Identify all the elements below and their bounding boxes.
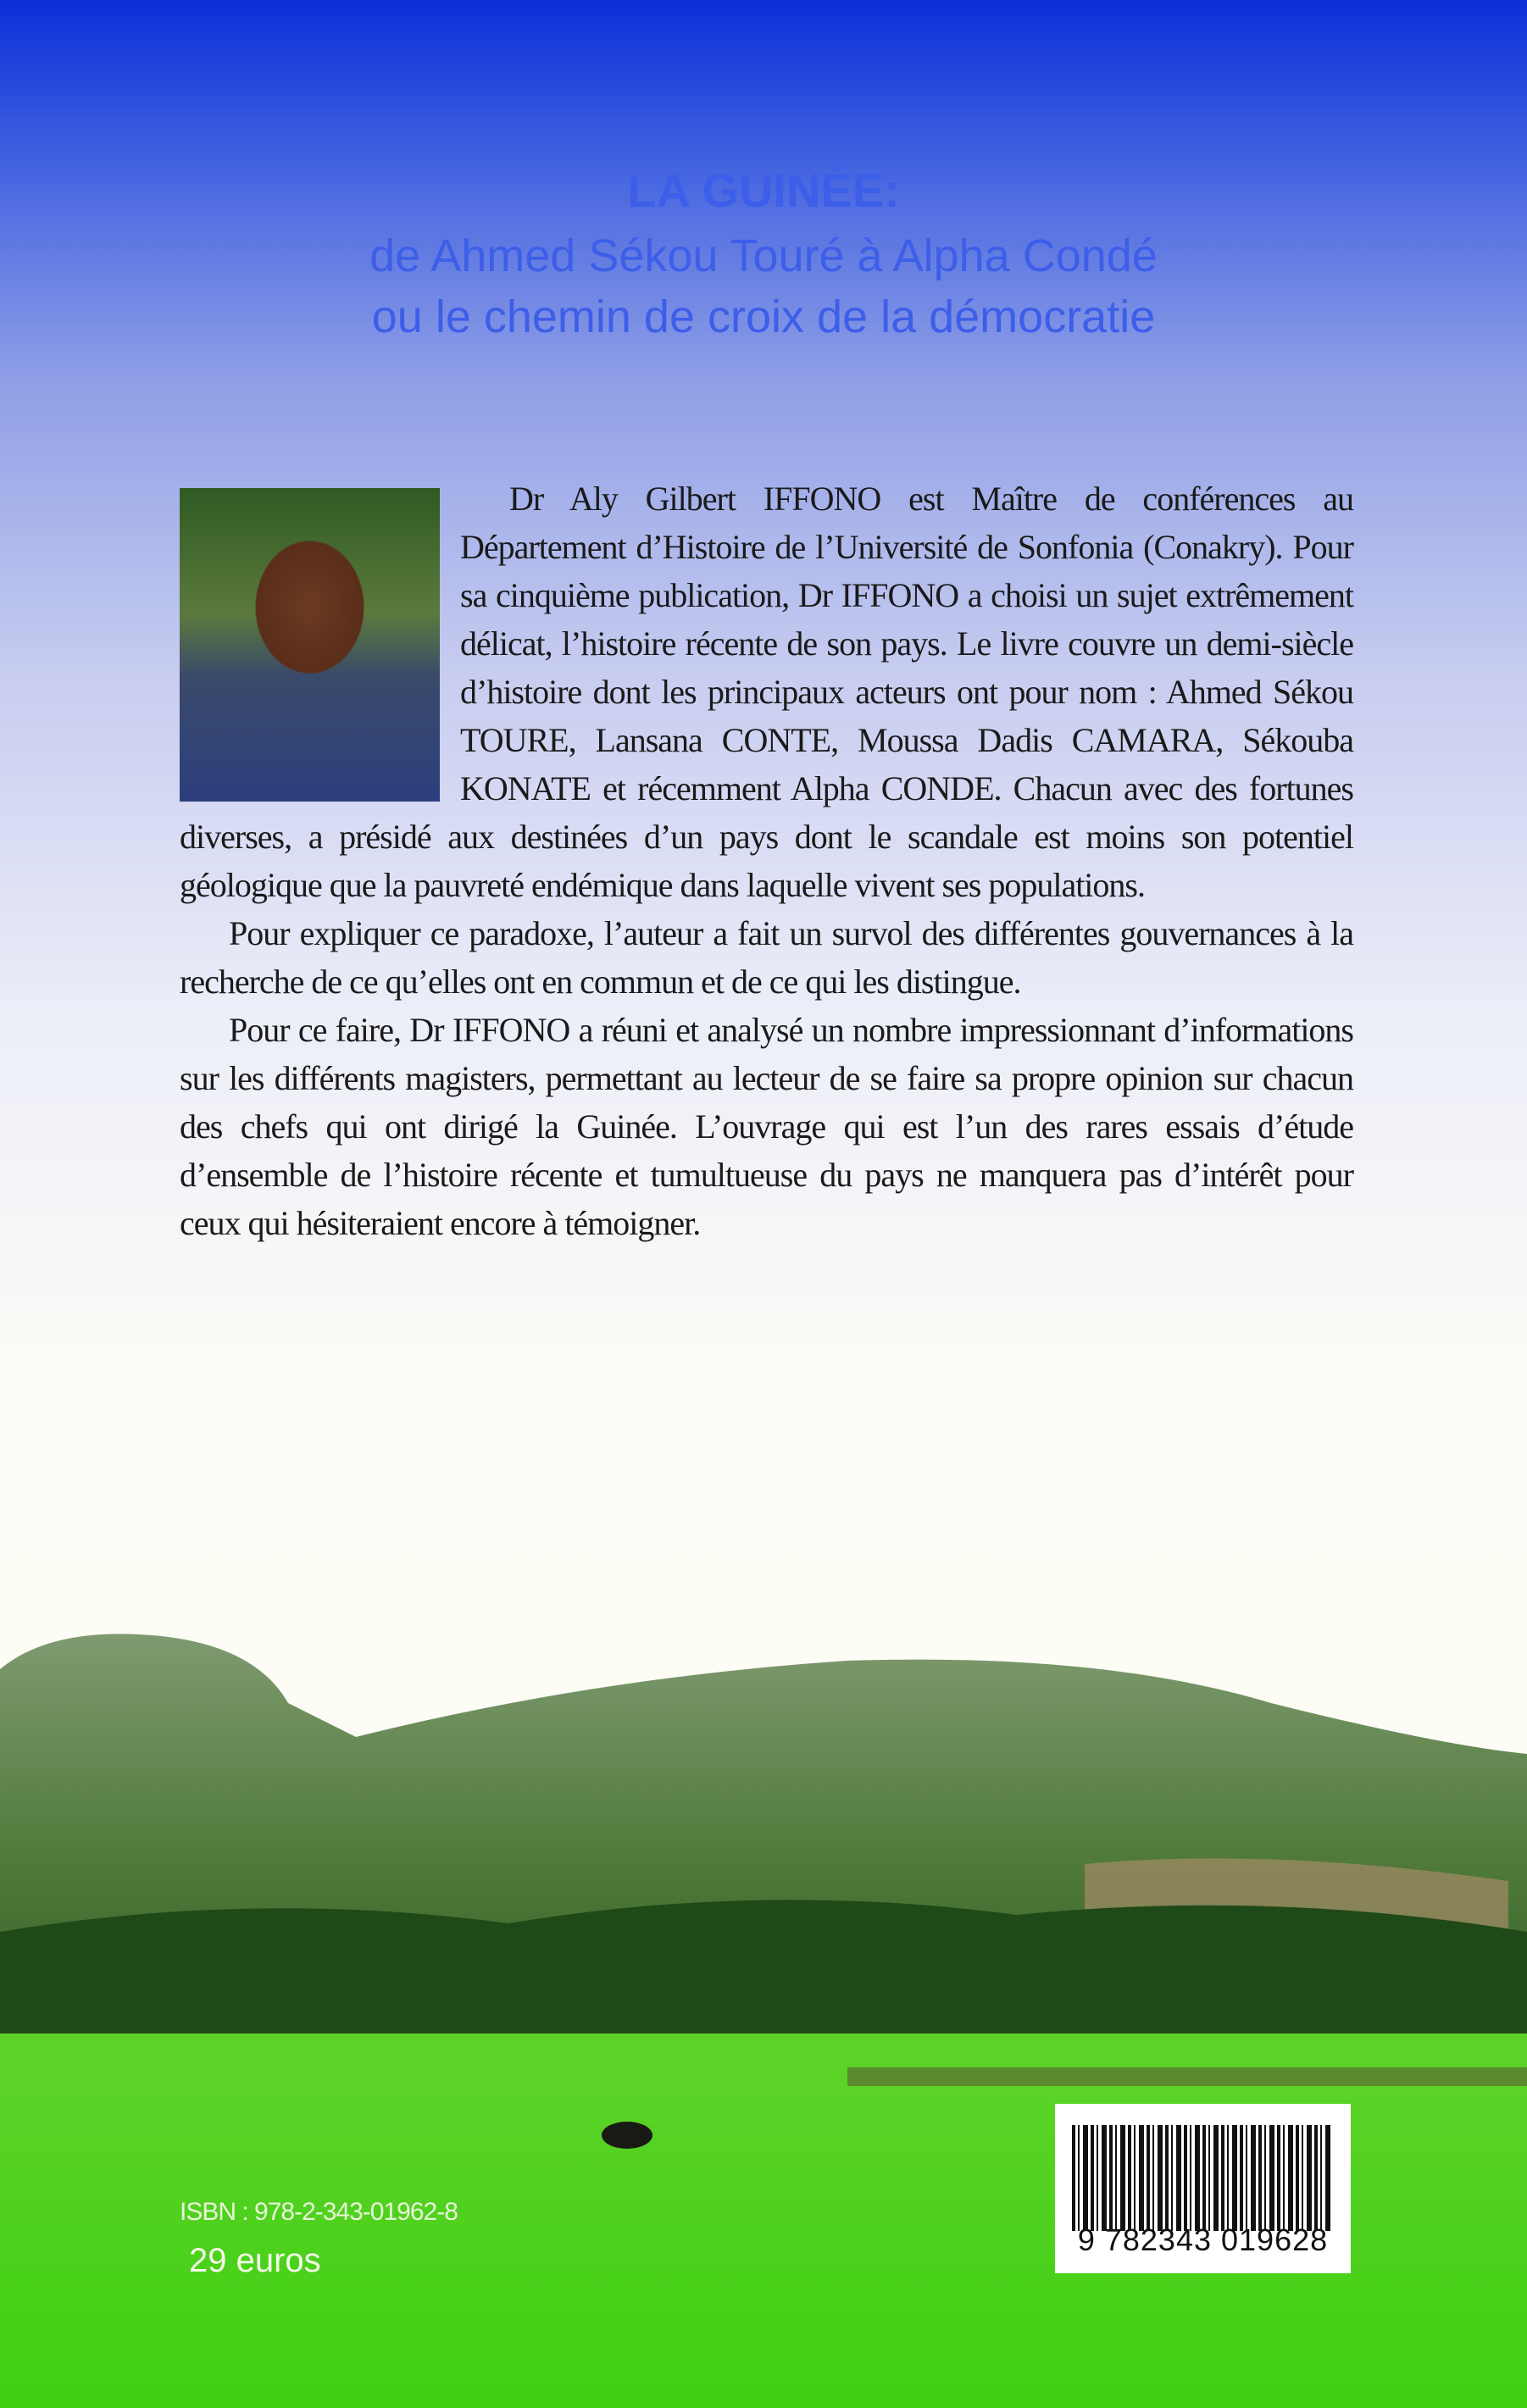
isbn: ISBN : 978-2-343-01962-8 — [180, 2198, 458, 2226]
paragraph: Pour ce faire, Dr IFFONO a réuni et analysé un nombre impressionnant d’informations sur les différents magisters, permettant au lecteur de se faire sa propre opinion sur chacun des chefs qui ont dirigé la Guinée. L’ouvrage qui est l’un des rares essais d’étude d’ensemble de l’histoire récente et tumultueuse du pays ne manquera pas d’intérêt pour ceux qui hésiteraient encore à témoigner. — [180, 1011, 1353, 1242]
barcode — [1055, 2104, 1351, 2273]
subtitle-line-2: ou le chemin de croix de la démocratie — [371, 291, 1156, 342]
barcode-bars — [1072, 2125, 1330, 2231]
back-cover-text — [180, 474, 1353, 1247]
price: 29 euros — [189, 2242, 321, 2279]
author-photo — [180, 488, 440, 802]
paragraph: Dr Aly Gilbert IFFONO est Maître de conférences au Département d’Histoire de l’Université de Sonfonia (Conakry). Pour sa cinquième publication, Dr IFFONO a choisi un sujet extrêmement délicat, l’histoire récente de son pays. Le livre couvre un demi-siècle d’histoire dont les principaux acteurs ont pour nom : Ahmed Sékou TOURE, Lansana CONTE, Moussa Dadis CAMARA, Sékouba KONATE et récemment Alpha CONDE. Chacun avec des fortunes diverses, a présidé aux destinées d’un pays dont le scandale est moins son potentiel géologique que la pauvreté endémique dans laquelle vivent ses populations. — [180, 480, 1353, 904]
landscape-photo — [0, 1610, 1527, 2408]
book-subtitle — [0, 225, 1527, 347]
book-title: LA GUINÉE: — [627, 164, 900, 217]
paragraph: Pour expliquer ce paradoxe, l’auteur a fait un survol des différentes gouvernances à la recherche de ce qu’elles ont en commun et de ce qui les distingue. — [180, 914, 1353, 1001]
barcode-number: 9 782343 019628 — [1077, 2222, 1329, 2257]
subtitle-line-1: de Ahmed Sékou Touré à Alpha Condé — [369, 230, 1158, 281]
